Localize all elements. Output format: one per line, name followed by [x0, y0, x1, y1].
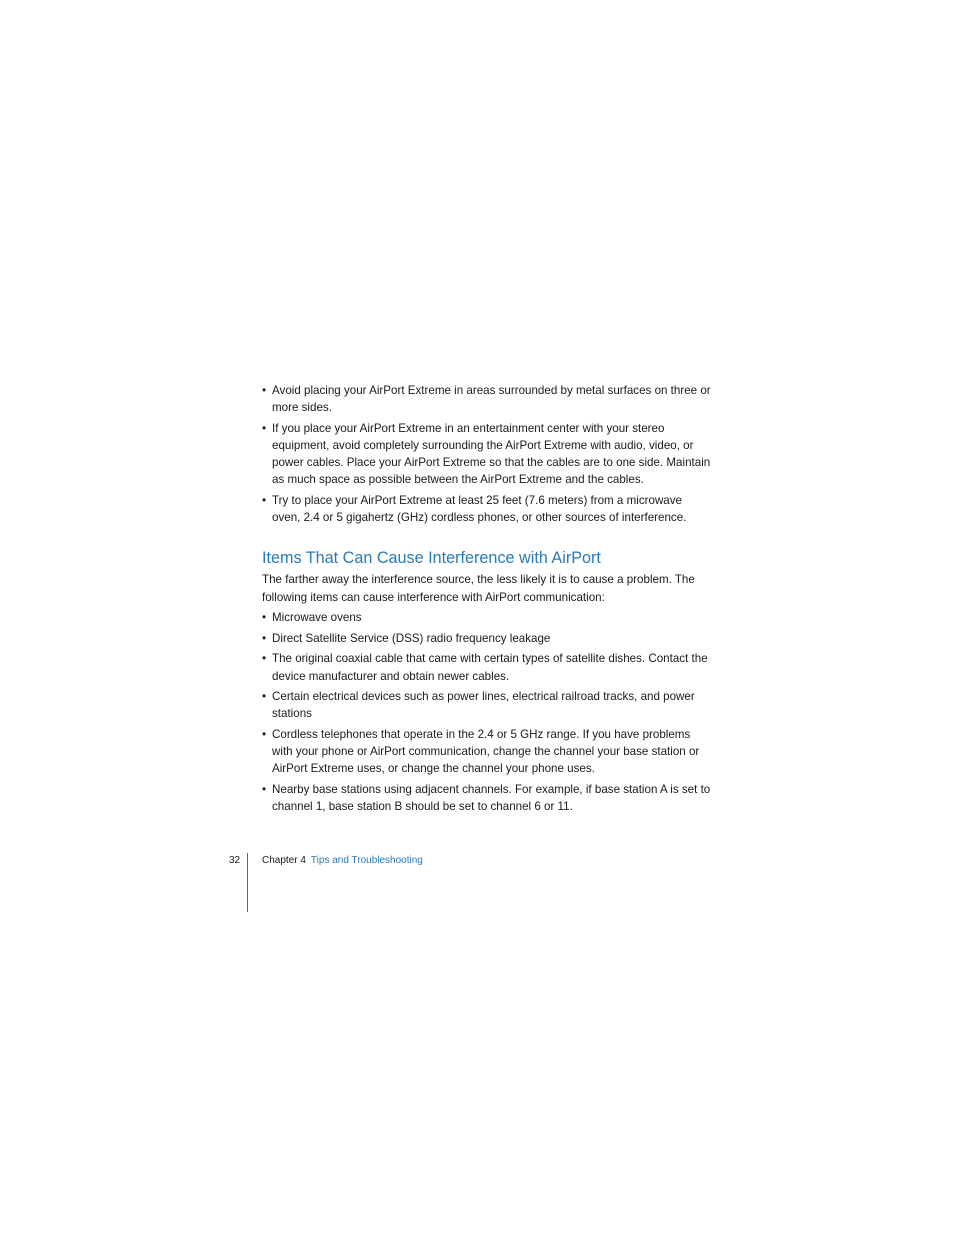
section-heading: Items That Can Cause Interference with AirPort — [262, 549, 601, 568]
list-item — [262, 492, 712, 526]
list-item-text: Microwave ovens — [272, 611, 362, 625]
placement-tips-list — [262, 382, 712, 526]
bullet-glyph: • — [262, 384, 267, 397]
interference-items-list — [262, 609, 712, 815]
bullet-glyph: • — [262, 421, 267, 435]
list-item — [262, 726, 712, 778]
list-item — [262, 781, 712, 815]
chapter-number: Chapter 4 — [262, 855, 306, 866]
bullet-glyph: • — [262, 494, 267, 507]
bullet-glyph: • — [262, 652, 267, 666]
list-item-text: Cordless telephones that operate in the 2.4 or 5 GHz range. If you have problems with your phone or AirPort communication, change the channel your base station or AirPort Extreme uses, or change the channel your phone uses. — [272, 727, 700, 776]
list-item-text: Avoid placing your AirPort Extreme in areas surrounded by metal surfaces on three or more sides. — [272, 384, 711, 415]
bullet-glyph: • — [262, 782, 267, 796]
list-item-text: If you place your AirPort Extreme in an entertainment center with your stereo equipment, avoid completely surrounding the AirPort Extreme with audio, video, or power cables. Place your AirPort Extreme so that the cables are to one side. Maintain as much space as possible between the AirPort Extreme and the cables. — [272, 421, 711, 487]
list-item-text: Try to place your AirPort Extreme at least 25 feet (7.6 meters) from a microwave oven, 2.4 or 5 gigahertz (GHz) cordless phones, or other sources of interference. — [272, 494, 687, 525]
section-intro: The farther away the interference source, the less likely it is to cause a problem. The following items can cause interference with AirPort communication: — [262, 573, 695, 604]
list-item — [262, 630, 712, 647]
list-item — [262, 650, 712, 684]
list-item — [262, 420, 712, 489]
list-item — [262, 382, 712, 416]
bullet-glyph: • — [262, 611, 267, 625]
bullet-glyph: • — [262, 631, 267, 645]
list-item — [262, 688, 712, 722]
bullet-glyph: • — [262, 690, 267, 704]
footer-divider — [247, 853, 248, 912]
list-item-text: The original coaxial cable that came with certain types of satellite dishes. Contact the device manufacturer and obtain newer cables. — [272, 652, 708, 683]
list-item-text: Nearby base stations using adjacent channels. For example, if base station A is set to channel 1, base station B should be set to channel 6 or 11. — [272, 782, 711, 814]
chapter-reference — [262, 854, 423, 868]
list-item-text: Certain electrical devices such as power lines, electrical railroad tracks, and power stations — [272, 690, 695, 721]
list-item — [262, 609, 712, 626]
chapter-title-link[interactable]: Tips and Troubleshooting — [310, 855, 423, 866]
page-content — [262, 382, 712, 819]
bullet-glyph: • — [262, 727, 267, 741]
list-item-text: Direct Satellite Service (DSS) radio frequency leakage — [272, 631, 551, 645]
page-number: 32 — [229, 855, 241, 866]
